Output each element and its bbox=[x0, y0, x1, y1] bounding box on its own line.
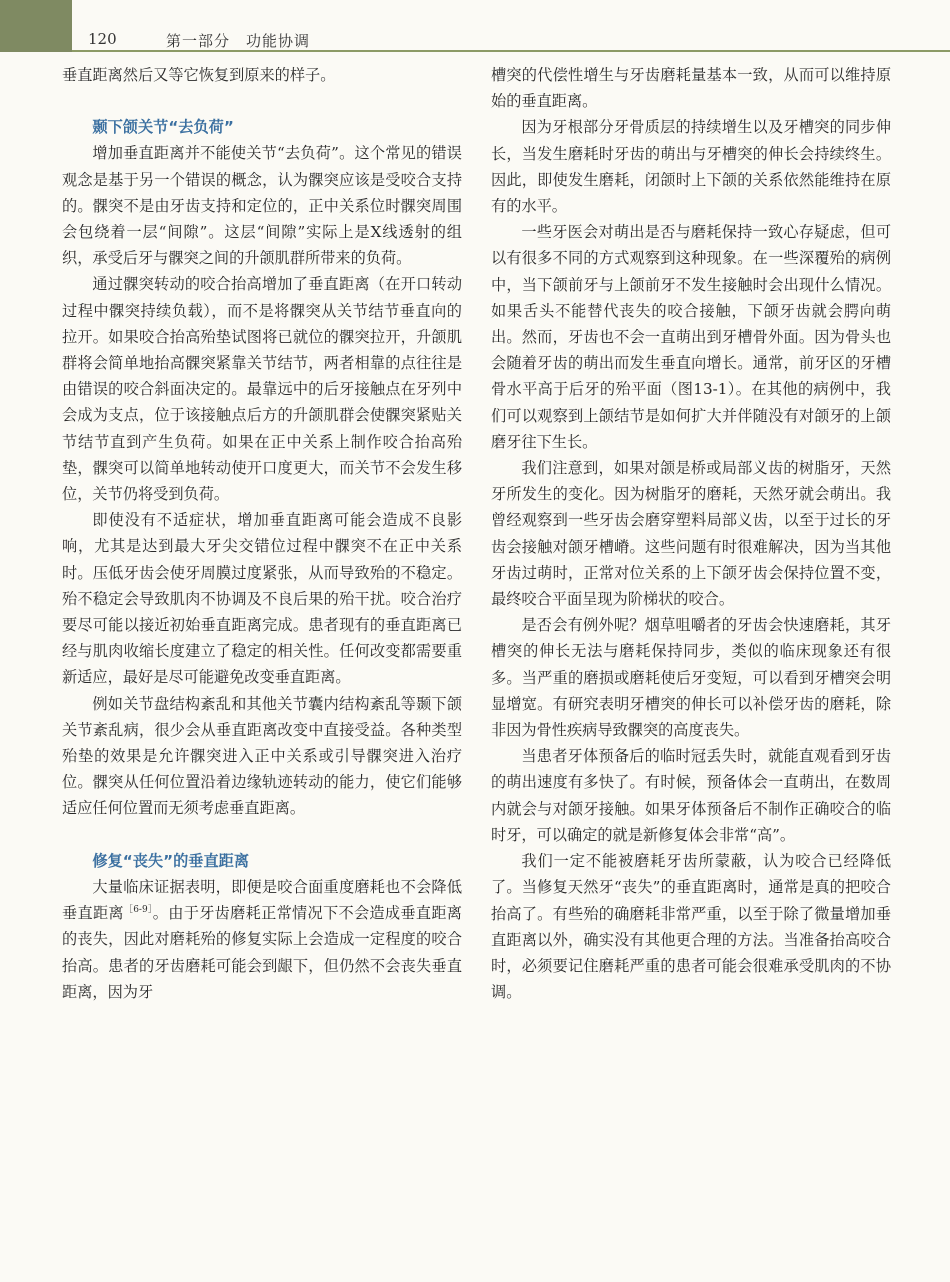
paragraph: 一些牙医会对萌出是否与磨耗保持一致心存疑虑，但可以有很多不同的方式观察到这种现象。在一些深覆殆的病例中，当下颌前牙与上颌前牙不发生接触时会出现什么情况。如果舌头不能替代丧失的咬合接触，下颌牙齿就会腭向萌出。然而，牙齿也不会一直萌出到牙槽骨外面。因为骨头也会随着牙齿的萌出而发生垂直向增长。通常，前牙区的牙槽骨水平高于后牙的殆平面（图13-1）。在其他的病例中，我们可以观察到上颌结节是如何扩大并伴随没有对颌牙的上颌磨牙往下生长。 bbox=[491, 223, 891, 451]
running-header: 第一部分 功能协调 bbox=[166, 32, 311, 50]
heading-tmj-unloading: 颞下颌关节“去负荷” bbox=[92, 118, 234, 137]
paragraph: 因为牙根部分牙骨质层的持续增生以及牙槽突的同步伸长，当发生磨耗时牙齿的萌出与牙槽突的伸长会持续终生。因此，即使发生磨耗，闭颌时上下颌的关系依然能维持在原有的水平。 bbox=[491, 118, 891, 216]
heading-restore-vertical-dimension: 修复“丧失”的垂直距离 bbox=[92, 851, 250, 870]
right-column bbox=[491, 62, 891, 1005]
paragraph: 我们注意到，如果对颌是桥或局部义齿的树脂牙，天然牙所发生的变化。因为树脂牙的磨耗，天然牙就会萌出。我曾经观察到一些牙齿会磨穿塑料局部义齿，以至于过长的牙齿会接触对颌牙槽嵴。这些问题有时很难解决，因为当其他牙齿过萌时，正常对位关系的上下颌牙齿会保持位置不变，最终咬合平面呈现为阶梯状的咬合。 bbox=[491, 459, 891, 609]
left-column bbox=[62, 62, 462, 1005]
paragraph-text: 大量临床证据表明，即便是咬合面重度磨耗也不会降低垂直距离 bbox=[62, 877, 462, 923]
paragraph: 即使没有不适症状，增加垂直距离可能会造成不良影响，尤其是达到最大牙尖交错位过程中髁突不在正中关系时。压低牙齿会使牙周膜过度紧张，从而导致殆的不稳定。殆不稳定会导致肌肉不协调及不良后果的殆干扰。咬合治疗要尽可能以接近初始垂直距离完成。患者现有的垂直距离已经与肌肉收缩长度建立了稳定的相关性。任何改变都需要重新适应，最好是尽可能避免改变垂直距离。 bbox=[62, 511, 462, 687]
paragraph: 当患者牙体预备后的临时冠丢失时，就能直观看到牙齿的萌出速度有多快了。有时候，预备体会一直萌出，在数周内就会与对颌牙接触。如果牙体预备后不制作正确咬合的临时牙，可以确定的就是新修复体会非常“高”。 bbox=[491, 747, 891, 844]
paragraph: 增加垂直距离并不能使关节“去负荷”。这个常见的错误观念是基于另一个错误的概念，认为髁突应该是受咬合支持的。髁突不是由牙齿支持和定位的，正中关系位时髁突周围会包绕着一层“间隙”。这层“间隙”实际上是X线透射的组织，承受后牙与髁突之间的升颌肌群所带来的负荷。 bbox=[62, 144, 462, 268]
citation: ［6-9］ bbox=[123, 905, 153, 916]
paragraph: 是否会有例外呢？烟草咀嚼者的牙齿会快速磨耗，其牙槽突的伸长无法与磨耗保持同步，类似的临床现象还有很多。当严重的磨损或磨耗使后牙变短，可以看到牙槽突会明显增宽。有研究表明牙槽突的伸长可以补偿牙齿的磨耗，除非因为骨性疾病导致髁突的高度丧失。 bbox=[491, 616, 891, 740]
paragraph: 垂直距离然后又等它恢复到原来的样子。 bbox=[62, 66, 336, 84]
paragraph-text: 。由于牙齿磨耗正常情况下不会造成垂直距离的丧失，因此对磨耗殆的修复实际上会造成一定程度的咬合抬高。患者的牙齿磨耗可能会到龈下，但仍然不会丧失垂直距离，因为牙 bbox=[62, 904, 462, 1001]
paragraph: 通过髁突转动的咬合抬高增加了垂直距离（在开口转动过程中髁突持续负载），而不是将髁突从关节结节垂直向的拉开。如果咬合抬高殆垫试图将已就位的髁突拉开，升颌肌群将会简单地抬高髁突紧靠关节结节，两者相靠的点往往是由错误的咬合斜面决定的。最靠远中的后牙接触点在牙列中会成为支点，位于该接触点后方的升颌肌群会使髁突紧贴关节结节直到产生负荷。如果在正中关系上制作咬合抬高殆垫，髁突可以简单地转动使开口度更大，而关节不会发生移位，关节仍将受到负荷。 bbox=[62, 275, 462, 504]
paragraph bbox=[62, 874, 462, 1005]
corner-tab bbox=[0, 0, 72, 52]
paragraph: 我们一定不能被磨耗牙齿所蒙蔽，认为咬合已经降低了。当修复天然牙“丧失”的垂直距离时，通常是真的把咬合抬高了。有些殆的确磨耗非常严重，以至于除了微量增加垂直距离以外，确实没有其他更合理的方法。当准备抬高咬合时，必须要记住磨耗严重的患者可能会很难承受肌肉的不协调。 bbox=[491, 852, 891, 1002]
page-number: 120 bbox=[88, 30, 117, 48]
paragraph: 例如关节盘结构紊乱和其他关节囊内结构紊乱等颞下颌关节紊乱病，很少会从垂直距离改变中直接受益。各种类型殆垫的效果是允许髁突进入正中关系或引导髁突进入治疗位。髁突从任何位置沿着边缘轨迹转动的能力，使它们能够适应任何位置而无须考虑垂直距离。 bbox=[62, 694, 462, 818]
paragraph: 槽突的代偿性增生与牙齿磨耗量基本一致，从而可以维持原始的垂直距离。 bbox=[491, 66, 891, 111]
